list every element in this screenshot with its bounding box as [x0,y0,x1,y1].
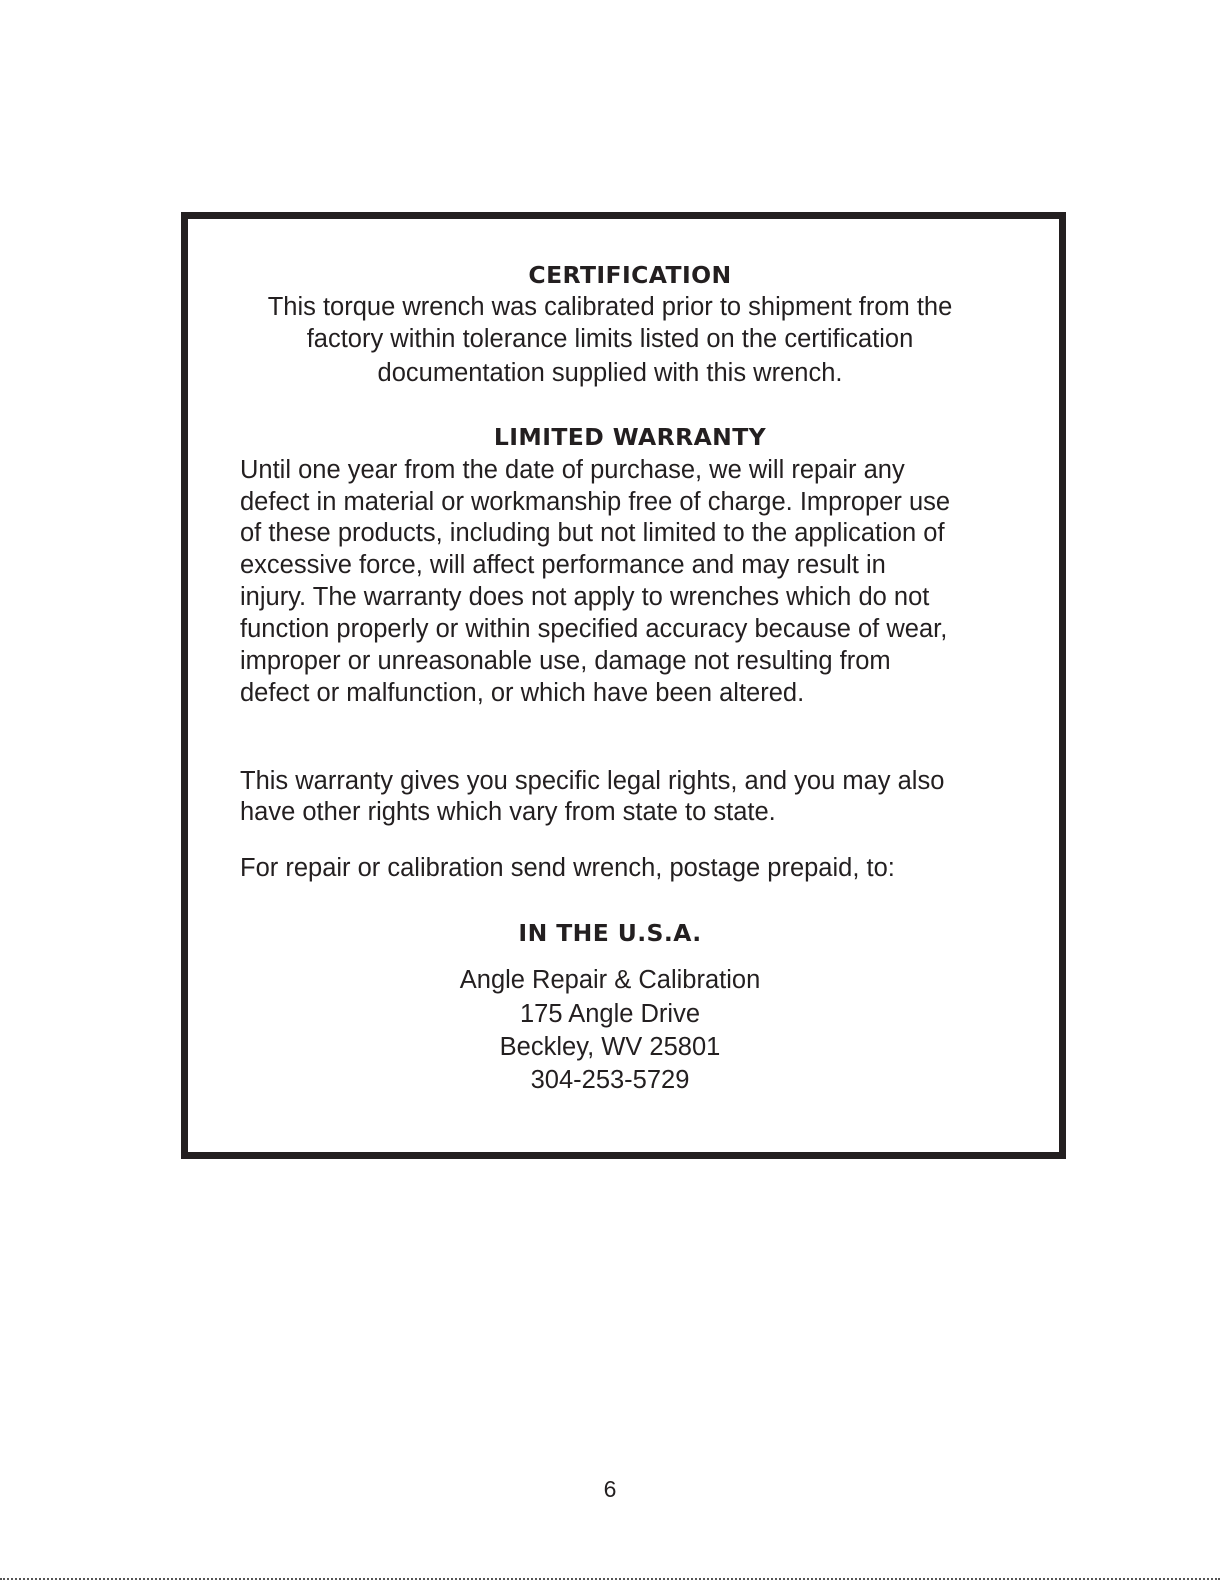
certification-heading: CERTIFICATION [528,261,732,289]
certification-line-1: This torque wrench was calibrated prior to shipment from the [267,293,953,321]
warranty-heading: LIMITED WARRANTY [493,423,767,451]
rights-line-2: have other rights which vary from state to state. [240,798,776,826]
certification-line-2: factory within tolerance limits listed on the certification [306,325,914,353]
warranty-line-6: function properly or within specified accuracy because of wear, [240,615,948,643]
certification-line-3: documentation supplied with this wrench. [377,359,843,387]
warranty-line-4: excessive force, will affect performance and may result in [240,551,886,579]
warranty-line-3: of these products, including but not limited to the application of [240,519,945,547]
address-company: Angle Repair & Calibration [459,966,761,994]
address-street: 175 Angle Drive [519,1000,701,1028]
send-instructions: For repair or calibration send wrench, postage prepaid, to: [240,854,895,882]
rights-line-1: This warranty gives you specific legal rights, and you may also [240,767,945,795]
page-bottom-rule [0,1578,1220,1580]
warranty-line-7: improper or unreasonable use, damage not resulting from [240,647,891,675]
warranty-box [181,212,1066,1159]
warranty-line-5: injury. The warranty does not apply to wrenches which do not [240,583,930,611]
warranty-line-8: defect or malfunction, or which have been altered. [240,679,805,707]
address-phone: 304-253-5729 [530,1066,690,1094]
warranty-line-2: defect in material or workmanship free of charge. Improper use [240,488,951,516]
address-city: Beckley, WV 25801 [499,1033,721,1061]
warranty-line-1: Until one year from the date of purchase, we will repair any [240,456,905,484]
usa-heading: IN THE U.S.A. [518,919,702,947]
page-number: 6 [603,1476,617,1502]
